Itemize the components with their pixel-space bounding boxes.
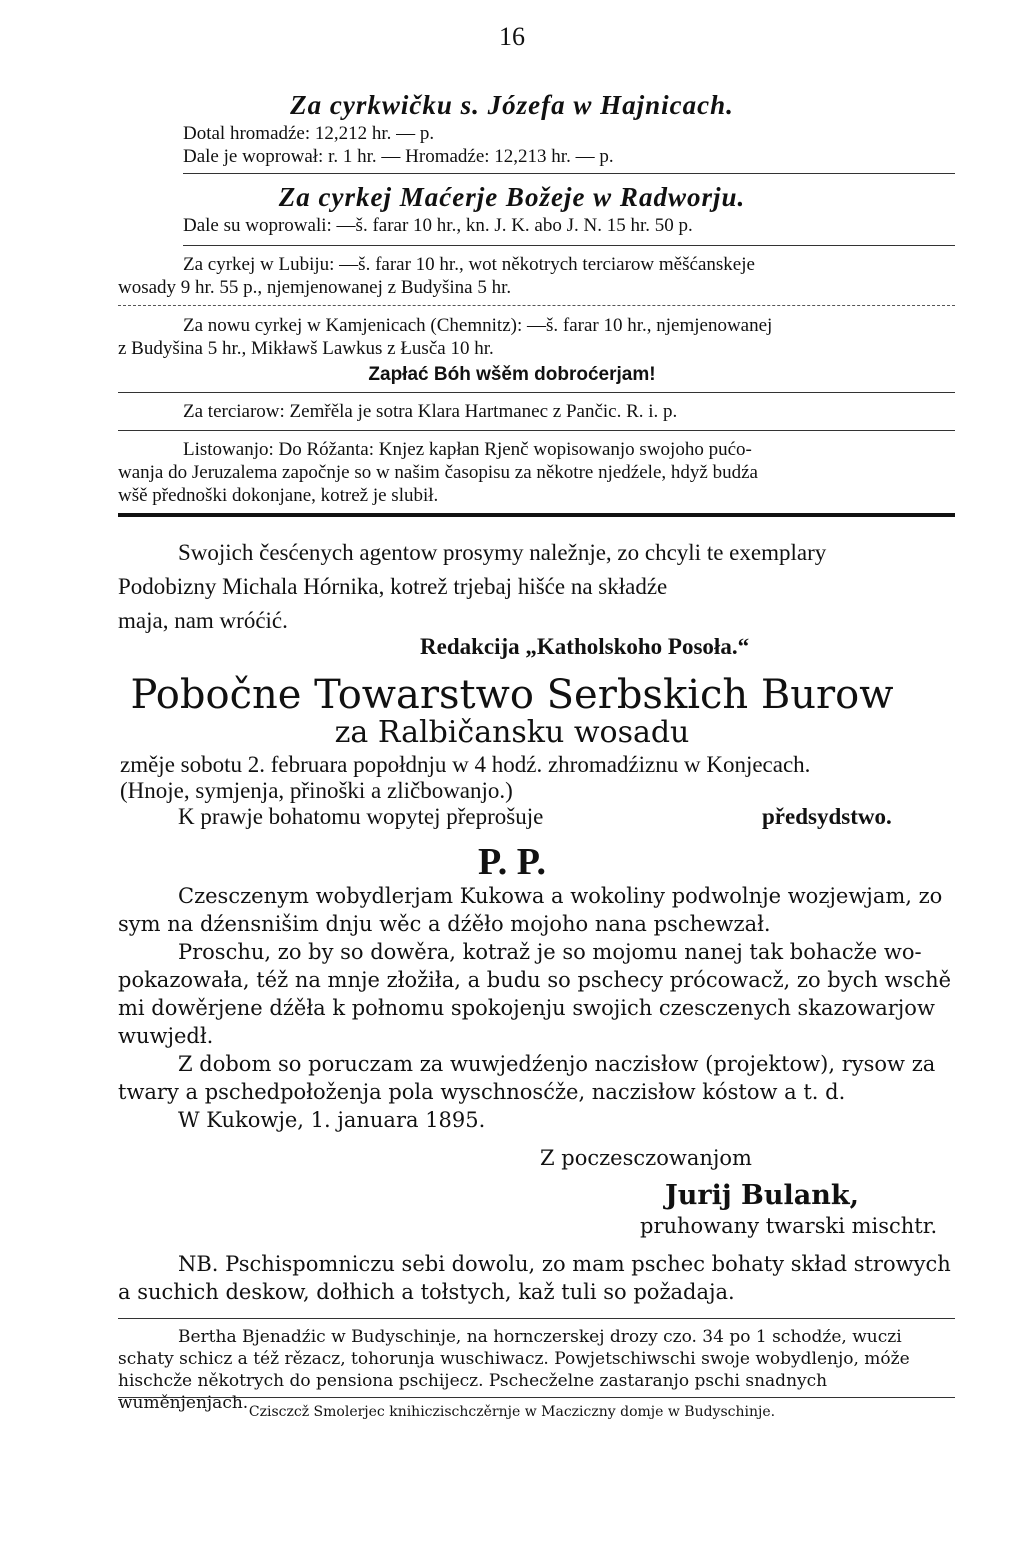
divider xyxy=(118,305,955,306)
editorial-signature: Redakcija „Katholskoho Posoła.“ xyxy=(420,634,750,659)
thick-divider xyxy=(118,513,955,517)
divider xyxy=(118,430,955,431)
section4-line1: Za nowu cyrkej w Kamjenicach (Chemnitz): —š. farar 10 hr., njemjenowanej xyxy=(183,315,773,336)
divider xyxy=(118,1318,955,1319)
society-line1: změje sobotu 2. februara popołdnju w 4 hodź. zhromadźiznu w Konjecach. xyxy=(120,752,811,777)
society-line2: (Hnoje, symjenja, přinoški a zličbowanjo.) xyxy=(120,778,513,803)
section-heading-hajnicy: Za cyrkwičku s. Józefa w Hajnicach. xyxy=(290,90,734,120)
printer-line: Czisczcž Smolerjec knihiczischczěrnje w Macziczny domje w Budyschinje. xyxy=(248,1404,776,1420)
pp-heading: P. P. xyxy=(478,841,546,883)
divider xyxy=(118,392,955,393)
ad-trade: pruhowany twarski mischtr. xyxy=(640,1214,938,1238)
ad-name: Jurij Bulank, xyxy=(665,1180,859,1211)
agents-line3: maja, nam wróćić. xyxy=(118,608,288,633)
section2-line1: Dale su woprowali: —š. farar 10 hr., kn. J. K. abo J. N. 15 hr. 50 p. xyxy=(183,215,693,236)
letters-line1: Listowanjo: Do Róžanta: Knjez kapłan Rjenč wopisowanjo swojoho pućo- xyxy=(183,439,752,460)
divider xyxy=(183,173,955,174)
section-heading-radwor: Za cyrkej Maćerje Božeje w Radworju. xyxy=(278,182,746,212)
page-number: 16 xyxy=(499,22,525,51)
agents-line2: Podobizny Michala Hórnika, kotrež trjebaj hišće na składźe xyxy=(118,574,668,599)
letters-line3: wšě přednoški dokonjane, kotrež je slubił. xyxy=(118,485,439,506)
section4-line2: z Budyšina 5 hr., Mikławš Lawkus z Łusča 10 hr. xyxy=(118,338,494,359)
divider xyxy=(183,245,955,246)
section3-line2: wosady 9 hr. 55 p., njemjenowanej z Budyšina 5 hr. xyxy=(118,277,512,298)
ad-paragraph3: Z dobom so poruczam za wuwjedźenjo naczisłow (projektow), rysow za twary a pschedpołoženja pola wyschnosćže, naczisłow kóstow a t. d. xyxy=(118,1052,936,1104)
divider xyxy=(118,1397,955,1398)
society-title: Pobočne Towarstwo Serbskich Burow xyxy=(130,672,894,718)
society-signer: předsydstwo. xyxy=(762,804,892,829)
section1-line1: Dotal hromadźe: 12,212 hr. — p. xyxy=(183,123,435,144)
ad-nb: NB. Pschispomniczu sebi dowolu, zo mam pschec bohaty skład strowych a suchich deskow, dołhich a tołstych, kaž tuli so požadaja. xyxy=(118,1252,951,1304)
society-line3: K prawje bohatomu wopytej přeprošuje xyxy=(178,804,544,829)
agents-line1: Swojich česćenych agentow prosymy naležnje, zo chcyli te exemplary xyxy=(178,540,827,565)
letters-line2: wanja do Jeruzalema započnje so w našim časopisu za někotre njedźele, hdyž budźa xyxy=(118,462,758,483)
ad-paragraph2: Proschu, zo by so dowěra, kotraž je so mojomu nanej tak bohacže wo-pokazowała, též na mnje złožiła, a budu so pschecy prócowacž, zo bych wschě mi dowěrjene dźěła k połnomu spokojenju swojich czesczenych skazowarjow wuwjedł. xyxy=(118,940,952,1048)
thanks-line: Zapłać Bóh wšěm dobroćerjam! xyxy=(368,364,656,385)
section3-line1: Za cyrkej w Lubiju: —š. farar 10 hr., wot někotrych terciarow měšćanskeje xyxy=(183,254,755,275)
section1-line2: Dale je woprował: r. 1 hr. — Hromadźe: 12,213 hr. — p. xyxy=(183,146,614,167)
ad-dateline: W Kukowje, 1. januara 1895. xyxy=(178,1108,486,1132)
society-subtitle: za Ralbičansku wosadu xyxy=(334,715,690,750)
ad-closing: Z poczesczowanjom xyxy=(540,1146,752,1170)
ad-paragraph1: Czesczenym wobydlerjam Kukowa a wokoliny podwolnje wozjewjam, zo sym na dźensnišim dnju wěc a dźěło mojoho nana pschewzał. xyxy=(118,884,943,936)
terciar-note: Za terciarow: Zemřěla je sotra Klara Hartmanec z Pančic. R. i. p. xyxy=(183,401,678,422)
bertha-notice: Bertha Bjenadźic w Budyschinje, na hornczerskej drozy czo. 34 po 1 schodźe, wuczi schaty schicz a též rězacz, tohorunja wuschiwacz. Powjetschiwschi swoje wobydlenjo, móže hischcže někotrych do pensiona pschijecz. Pschecželne zastaranjo pschi snadnych wuměnjenjach. xyxy=(118,1327,910,1413)
